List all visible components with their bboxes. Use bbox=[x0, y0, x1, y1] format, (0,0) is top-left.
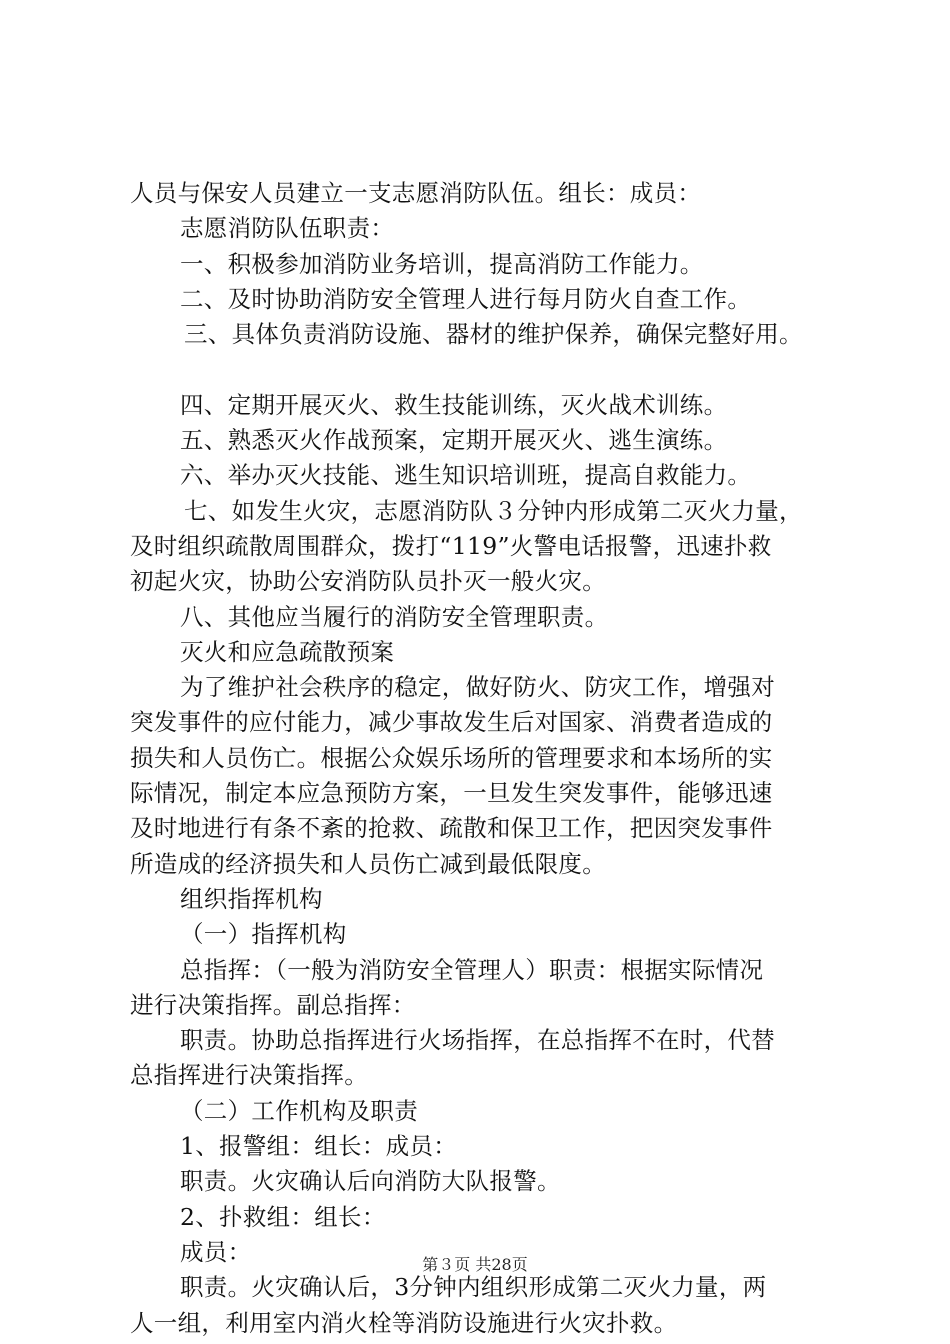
text-line: 总指挥进行决策指挥。 bbox=[130, 1061, 368, 1090]
text-line: 一、积极参加消防业务培训，提高消防工作能力。 bbox=[180, 249, 704, 278]
text-line: 1、报警组：组长：成员： bbox=[180, 1132, 458, 1161]
section-heading: 组织指挥机构 bbox=[180, 884, 323, 913]
text-line: 进行决策指挥。副总指挥： bbox=[130, 990, 416, 1019]
text-line: 成员： bbox=[180, 1237, 252, 1266]
page-footer: 第３页 共28页 bbox=[422, 1255, 528, 1274]
paragraph-gap bbox=[130, 352, 850, 387]
section-heading: （一）指挥机构 bbox=[180, 920, 347, 949]
text-line: 人一组，利用室内消火栓等消防设施进行火灾扑救。 bbox=[130, 1308, 678, 1337]
text-line: 初起火灾，协助公安消防队员扑灭一般火灾。 bbox=[130, 567, 606, 596]
text-line: 八、其他应当履行的消防安全管理职责。 bbox=[180, 602, 609, 631]
text-line: 四、定期开展灭火、救生技能训练，灭火战术训练。 bbox=[180, 390, 728, 419]
text-line: 志愿消防队伍职责： bbox=[180, 214, 395, 243]
text-line: 2、扑救组：组长： bbox=[180, 1202, 386, 1231]
text-line: 总指挥：（一般为消防安全管理人）职责：根据实际情况 bbox=[180, 955, 764, 984]
section-heading: 灭火和应急疏散预案 bbox=[180, 637, 395, 666]
text-line: 突发事件的应付能力，减少事故发生后对国家、消费者造成的 bbox=[130, 708, 773, 737]
text-line: 人员与保安人员建立一支志愿消防队伍。组长：成员： bbox=[130, 179, 702, 207]
text-line: 损失和人员伤亡。根据公众娱乐场所的管理要求和本场所的实 bbox=[130, 743, 773, 772]
text-line: 七、如发生火灾，志愿消防队３分钟内形成第二灭火力量， bbox=[184, 496, 803, 525]
text-line: 六、举办灭火技能、逃生知识培训班，提高自救能力。 bbox=[180, 461, 752, 490]
text-line: 所造成的经济损失和人员伤亡减到最低限度。 bbox=[130, 849, 606, 878]
text-line: 职责。火灾确认后，3分钟内组织形成第二灭火力量，两 bbox=[180, 1273, 767, 1302]
text-line: 职责。协助总指挥进行火场指挥，在总指挥不在时，代替 bbox=[180, 1026, 775, 1055]
text-line: 际情况，制定本应急预防方案，一旦发生突发事件，能够迅速 bbox=[130, 779, 773, 808]
text-line: 为了维护社会秩序的稳定，做好防火、防灾工作，增强对 bbox=[180, 673, 775, 702]
text-line: 二、及时协助消防安全管理人进行每月防火自查工作。 bbox=[180, 284, 752, 313]
section-heading: （二）工作机构及职责 bbox=[180, 1096, 418, 1125]
text-line: 及时地进行有条不紊的抢救、疏散和保卫工作，把因突发事件 bbox=[130, 814, 773, 843]
text-line: 五、熟悉灭火作战预案，定期开展灭火、逃生演练。 bbox=[180, 426, 728, 455]
text-line: 三、具体负责消防设施、器材的维护保养，确保完整好用。 bbox=[184, 320, 803, 349]
text-line: 及时组织疏散周围群众，拨打“119”火警电话报警，迅速扑救 bbox=[130, 531, 772, 560]
text-line: 职责。火灾确认后向消防大队报警。 bbox=[180, 1167, 561, 1196]
document-body bbox=[130, 176, 850, 1341]
